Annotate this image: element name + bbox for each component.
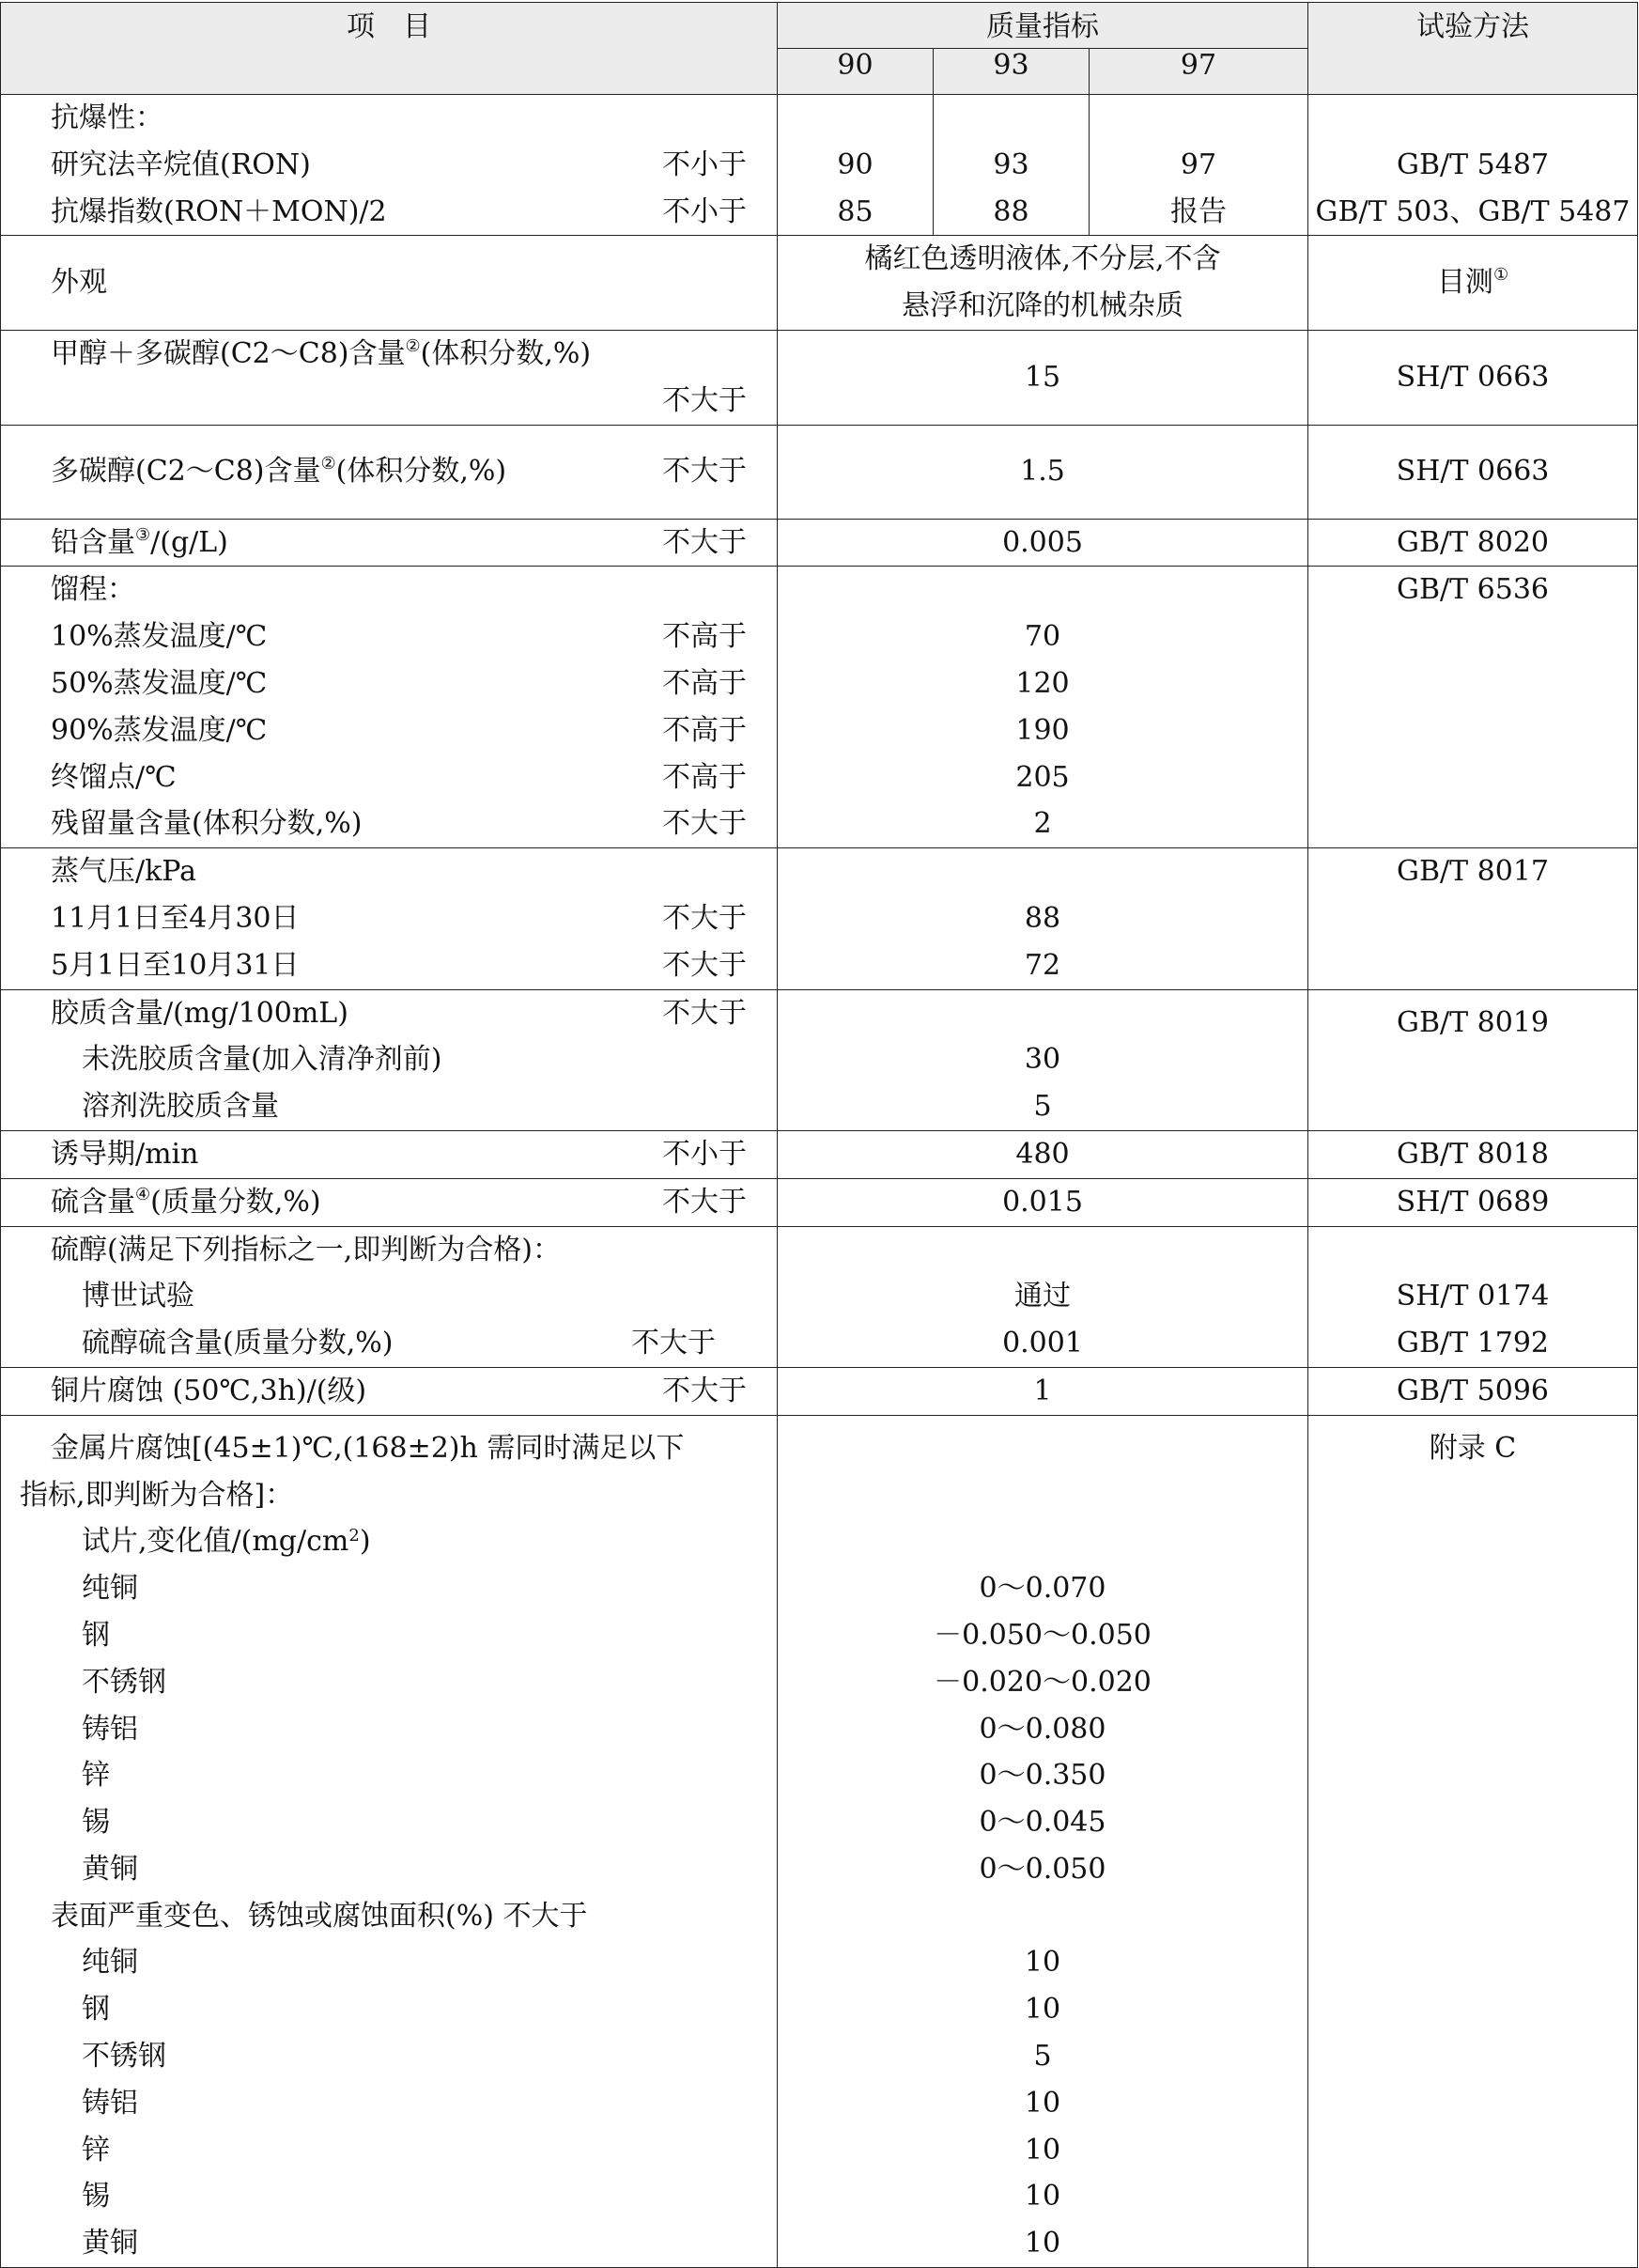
induction-method: GB/T 8018	[1397, 1137, 1550, 1171]
row-antiknock	[1, 95, 1638, 236]
vapor-row-limit: 不大于	[662, 901, 747, 935]
gum-row-value: 30	[1024, 1043, 1061, 1077]
distillation-method: GB/T 6536	[1397, 573, 1550, 607]
higher-alcohol-label-post: (体积分数,%)	[335, 455, 507, 489]
row-metal	[1, 1415, 1638, 2267]
distillation-row-label: 终馏点/℃	[51, 760, 177, 794]
metal-method: 附录 C	[1429, 1431, 1517, 1465]
methanol-label-pre: 甲醇＋多碳醇(C2～C8)含量	[51, 336, 406, 370]
vapor-row-label: 11月1日至4月30日	[51, 901, 300, 935]
metal-change-label-post: )	[359, 1525, 371, 1559]
header-method: 试验方法	[1308, 3, 1638, 95]
row-lead	[1, 519, 1638, 567]
mercaptan-label: 硫醇(满足下列指标之一,即判断为合格)：	[51, 1233, 561, 1266]
distillation-row-limit: 不高于	[662, 620, 747, 654]
metal-area-row-label: 锌	[82, 2133, 110, 2167]
distillation-row-limit: 不大于	[662, 807, 747, 841]
metal-area-label: 表面严重变色、锈蚀或腐蚀面积(%) 不大于	[51, 1899, 588, 1933]
copper-method: GB/T 5096	[1397, 1374, 1550, 1407]
row-methanol	[1, 330, 1638, 425]
metal-change-value: －0.020～0.020	[934, 1665, 1152, 1699]
header-quality: 质量指标	[778, 3, 1308, 49]
ron-90: 90	[837, 148, 874, 181]
metal-change-value: 0～0.350	[979, 1759, 1106, 1793]
doctor-label: 博世试验	[82, 1280, 194, 1313]
copper-label: 铜片腐蚀 (50℃,3h)/(级)	[51, 1374, 367, 1407]
appearance-note: ①	[1492, 265, 1509, 286]
ron-limit: 不小于	[662, 148, 747, 181]
header-grade-93: 93	[934, 49, 1090, 95]
methanol-label-post: (体积分数,%)	[420, 336, 592, 370]
lead-label-post: /(g/L)	[150, 525, 228, 559]
header-item: 项 目	[1, 3, 778, 95]
metal-change-label: 不锈钢	[82, 1665, 166, 1699]
gum-limit: 不大于	[662, 996, 747, 1030]
higher-alcohol-limit: 不大于	[662, 455, 747, 489]
metal-change-label: 钢	[82, 1618, 110, 1652]
aki-97: 报告	[1170, 194, 1227, 228]
metal-change-value: 0～0.050	[979, 1852, 1106, 1886]
metal-area-value: 10	[1024, 2227, 1061, 2260]
induction-value: 480	[1015, 1137, 1070, 1171]
metal-change-value: 0～0.080	[979, 1712, 1106, 1746]
metal-change-label-exp: 2	[348, 1526, 360, 1546]
distillation-row-value: 120	[1015, 666, 1070, 700]
distillation-row-label: 10%蒸发温度/℃	[51, 620, 268, 654]
metal-area-row-label: 黄铜	[82, 2227, 138, 2260]
aki-90: 85	[837, 194, 874, 228]
distillation-row-value: 2	[1033, 807, 1052, 841]
antiknock-item	[1, 95, 778, 236]
lead-note: ③	[135, 524, 151, 545]
appearance-value-line1: 橘红色透明液体,不分层,不含	[864, 242, 1221, 276]
sulfur-note: ④	[135, 1184, 151, 1204]
gum-row-label: 溶剂洗胶质含量	[82, 1090, 279, 1124]
mercaptan-sulfur-value: 0.001	[1002, 1327, 1083, 1360]
distillation-row-limit: 不高于	[662, 760, 747, 794]
row-sulfur	[1, 1178, 1638, 1226]
metal-label-line1: 金属片腐蚀[(45±1)℃,(168±2)h 需同时满足以下	[51, 1431, 685, 1465]
metal-change-label-pre: 试片,变化值/(mg/cm	[82, 1525, 349, 1559]
doctor-method: SH/T 0174	[1396, 1280, 1550, 1313]
metal-change-value: －0.050～0.050	[934, 1618, 1152, 1652]
distillation-row-label: 残留量含量(体积分数,%)	[51, 807, 363, 841]
lead-value: 0.005	[1002, 525, 1083, 559]
sulfur-limit: 不大于	[662, 1185, 747, 1219]
lead-method: GB/T 8020	[1397, 525, 1550, 559]
appearance-method: 目测	[1436, 266, 1493, 300]
row-appearance	[1, 236, 1638, 331]
row-induction	[1, 1130, 1638, 1178]
row-gum	[1, 989, 1638, 1130]
metal-area-value: 10	[1024, 2086, 1061, 2120]
aki-93: 88	[993, 194, 1029, 228]
metal-change-label: 锡	[82, 1806, 110, 1840]
sulfur-value: 0.015	[1002, 1185, 1083, 1219]
metal-change-value: 0～0.045	[979, 1806, 1106, 1840]
lead-label-pre: 铅含量	[51, 525, 135, 559]
distillation-row-value: 70	[1024, 620, 1061, 654]
gum-method: GB/T 8019	[1397, 1005, 1550, 1039]
aki-label: 抗爆指数(RON＋MON)/2	[51, 194, 387, 228]
distillation-row-value: 205	[1015, 760, 1070, 794]
metal-area-row-label: 不锈钢	[82, 2040, 166, 2074]
ron-97: 97	[1180, 148, 1217, 181]
metal-area-value: 10	[1024, 2133, 1061, 2167]
distillation-row-limit: 不高于	[662, 713, 747, 747]
sulfur-label-post: (质量分数,%)	[150, 1185, 321, 1219]
metal-area-value: 10	[1024, 2180, 1061, 2214]
row-mercaptan	[1, 1226, 1638, 1367]
metal-area-row-label: 纯铜	[82, 1946, 138, 1980]
vapor-row-value: 88	[1024, 901, 1061, 935]
aki-method: GB/T 503、GB/T 5487	[1315, 194, 1631, 228]
spec-table	[0, 2, 1638, 2268]
mercaptan-sulfur-method: GB/T 1792	[1397, 1327, 1550, 1360]
metal-area-value: 5	[1033, 2040, 1052, 2074]
methanol-note: ②	[405, 335, 421, 356]
methanol-limit: 不大于	[662, 383, 747, 417]
metal-area-value: 10	[1024, 1993, 1061, 2027]
doctor-value: 通过	[1014, 1280, 1071, 1313]
metal-area-value: 10	[1024, 1946, 1061, 1980]
header-grade-97: 97	[1090, 49, 1308, 95]
gum-row-label: 未洗胶质含量(加入清净剂前)	[82, 1043, 442, 1077]
distillation-row-value: 190	[1015, 713, 1070, 747]
metal-change-label: 铸铝	[82, 1712, 138, 1746]
ron-method: GB/T 5487	[1397, 148, 1550, 181]
induction-limit: 不小于	[662, 1137, 747, 1171]
methanol-method: SH/T 0663	[1396, 360, 1550, 394]
higher-alcohol-value: 1.5	[1020, 455, 1065, 489]
aki-limit: 不小于	[662, 194, 747, 228]
metal-area-row-label: 钢	[82, 1993, 110, 2027]
methanol-value: 15	[1024, 360, 1061, 394]
higher-alcohol-label-pre: 多碳醇(C2～C8)含量	[51, 455, 321, 489]
metal-area-row-label: 锡	[82, 2180, 110, 2214]
vapor-row-value: 72	[1024, 948, 1061, 982]
antiknock-label: 抗爆性：	[51, 101, 163, 134]
appearance-label: 外观	[51, 266, 107, 300]
higher-alcohol-method: SH/T 0663	[1396, 455, 1550, 489]
copper-limit: 不大于	[662, 1374, 747, 1407]
gum-label: 胶质含量/(mg/100mL)	[51, 996, 348, 1030]
row-copper	[1, 1367, 1638, 1415]
distillation-row-limit: 不高于	[662, 666, 747, 700]
ron-93: 93	[993, 148, 1029, 181]
metal-change-value: 0～0.070	[979, 1572, 1106, 1606]
induction-label: 诱导期/min	[51, 1137, 199, 1171]
gum-row-value: 5	[1033, 1090, 1052, 1124]
row-higher-alcohol	[1, 425, 1638, 519]
vapor-label: 蒸气压/kPa	[51, 855, 197, 889]
sulfur-label-pre: 硫含量	[51, 1185, 135, 1219]
vapor-row-limit: 不大于	[662, 948, 747, 982]
metal-change-label: 锌	[82, 1759, 110, 1793]
distillation-row-label: 50%蒸发温度/℃	[51, 666, 268, 700]
mercaptan-sulfur-label: 硫醇硫含量(质量分数,%)	[82, 1327, 394, 1360]
row-distillation	[1, 567, 1638, 848]
row-vapor	[1, 848, 1638, 989]
header-grade-90: 90	[778, 49, 934, 95]
lead-limit: 不大于	[662, 525, 747, 559]
metal-change-label: 纯铜	[82, 1572, 138, 1606]
appearance-value-line2: 悬浮和沉降的机械杂质	[902, 289, 1183, 323]
vapor-row-label: 5月1日至10月31日	[51, 948, 300, 982]
vapor-method: GB/T 8017	[1397, 855, 1550, 889]
ron-label: 研究法辛烷值(RON)	[51, 148, 311, 181]
sulfur-method: SH/T 0689	[1396, 1185, 1550, 1219]
metal-area-row-label: 铸铝	[82, 2086, 138, 2120]
metal-label-line2: 指标,即判断为合格]：	[20, 1478, 294, 1512]
copper-value: 1	[1033, 1374, 1052, 1407]
metal-change-label: 黄铜	[82, 1852, 138, 1886]
distillation-label: 馏程：	[51, 573, 135, 607]
mercaptan-sulfur-limit: 不大于	[631, 1327, 716, 1360]
higher-alcohol-note: ②	[320, 454, 336, 474]
distillation-row-label: 90%蒸发温度/℃	[51, 713, 268, 747]
